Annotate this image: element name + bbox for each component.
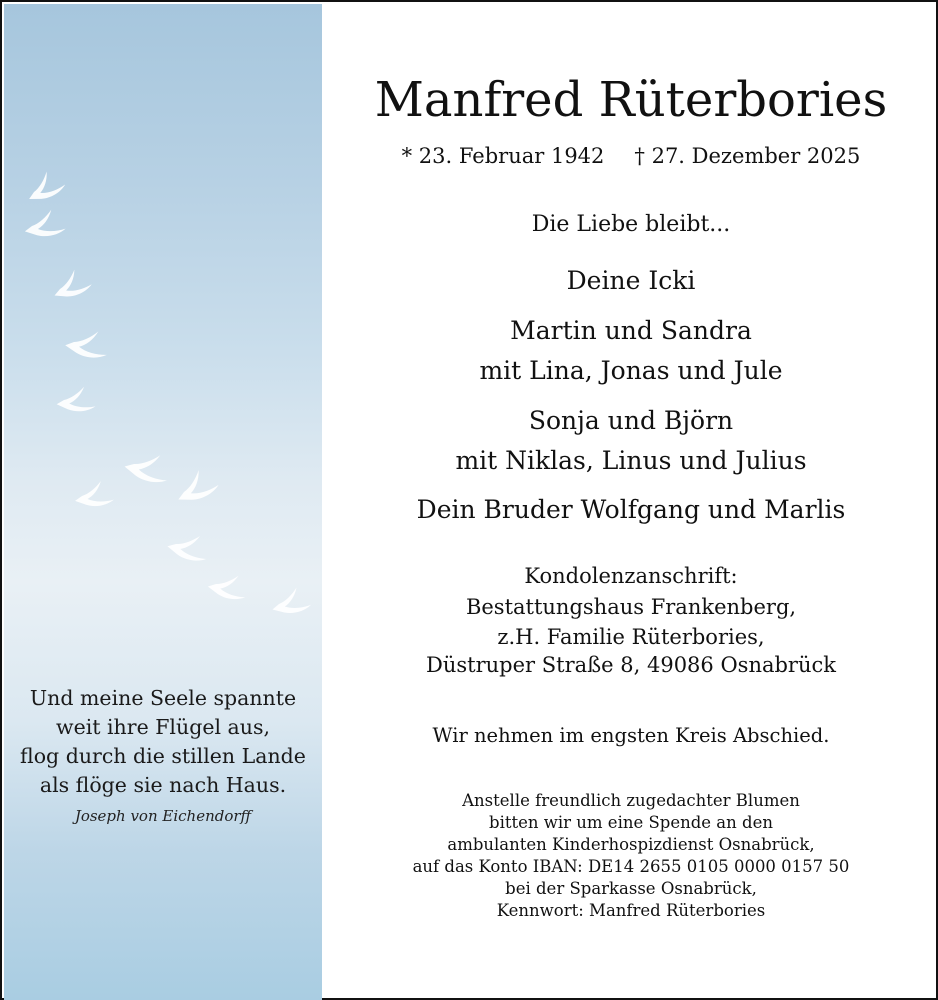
death-date: † 27. Dezember 2025	[634, 144, 861, 168]
poem-line: als flöge sie nach Haus.	[39, 773, 287, 797]
poem-line: flog durch die stillen Lande	[20, 744, 306, 768]
mourner-line: Deine Icki	[566, 266, 696, 295]
poem-line: Und meine Seele spannte	[29, 686, 297, 710]
donation-line: Anstelle freundlich zugedachter Blumen	[462, 791, 800, 810]
donation-line: bitten wir um eine Spende an den	[489, 813, 773, 832]
birth-date: * 23. Februar 1942	[401, 144, 605, 168]
mourner-line: Martin und Sandra	[510, 316, 752, 345]
mourner-line: Dein Bruder Wolfgang und Marlis	[416, 495, 846, 524]
condolence-line: Kondolenzanschrift:	[524, 564, 738, 588]
farewell-note: Wir nehmen im engsten Kreis Abschied.	[432, 724, 830, 747]
life-dates	[324, 142, 938, 170]
bird-flock	[25, 169, 313, 615]
motto: Die Liebe bleibt...	[531, 212, 731, 237]
mourner-line: mit Niklas, Linus und Julius	[455, 446, 807, 475]
condolence-line: z.H. Familie Rüterbories,	[497, 625, 765, 649]
sky-image-panel	[4, 4, 322, 1000]
flying-birds-image	[4, 4, 322, 1000]
deceased-name: Manfred Rüterbories	[374, 72, 888, 128]
condolence-line: Düstruper Straße 8, 49086 Osnabrück	[426, 653, 836, 677]
condolence-line: Bestattungshaus Frankenberg,	[465, 595, 797, 619]
poem-author: Joseph von Eichendorff	[74, 807, 252, 825]
donation-line: bei der Sparkasse Osnabrück,	[505, 879, 757, 898]
poem-line: weit ihre Flügel aus,	[56, 715, 270, 739]
mourner-line: Sonja und Björn	[528, 406, 734, 435]
donation-line: auf das Konto IBAN: DE14 2655 0105 0000 0157 50	[412, 857, 850, 876]
mourner-line: mit Lina, Jonas und Jule	[479, 356, 783, 385]
donation-line: ambulanten Kinderhospizdienst Osnabrück,	[447, 835, 815, 854]
donation-line: Kennwort: Manfred Rüterbories	[496, 901, 766, 920]
poem	[4, 684, 322, 800]
